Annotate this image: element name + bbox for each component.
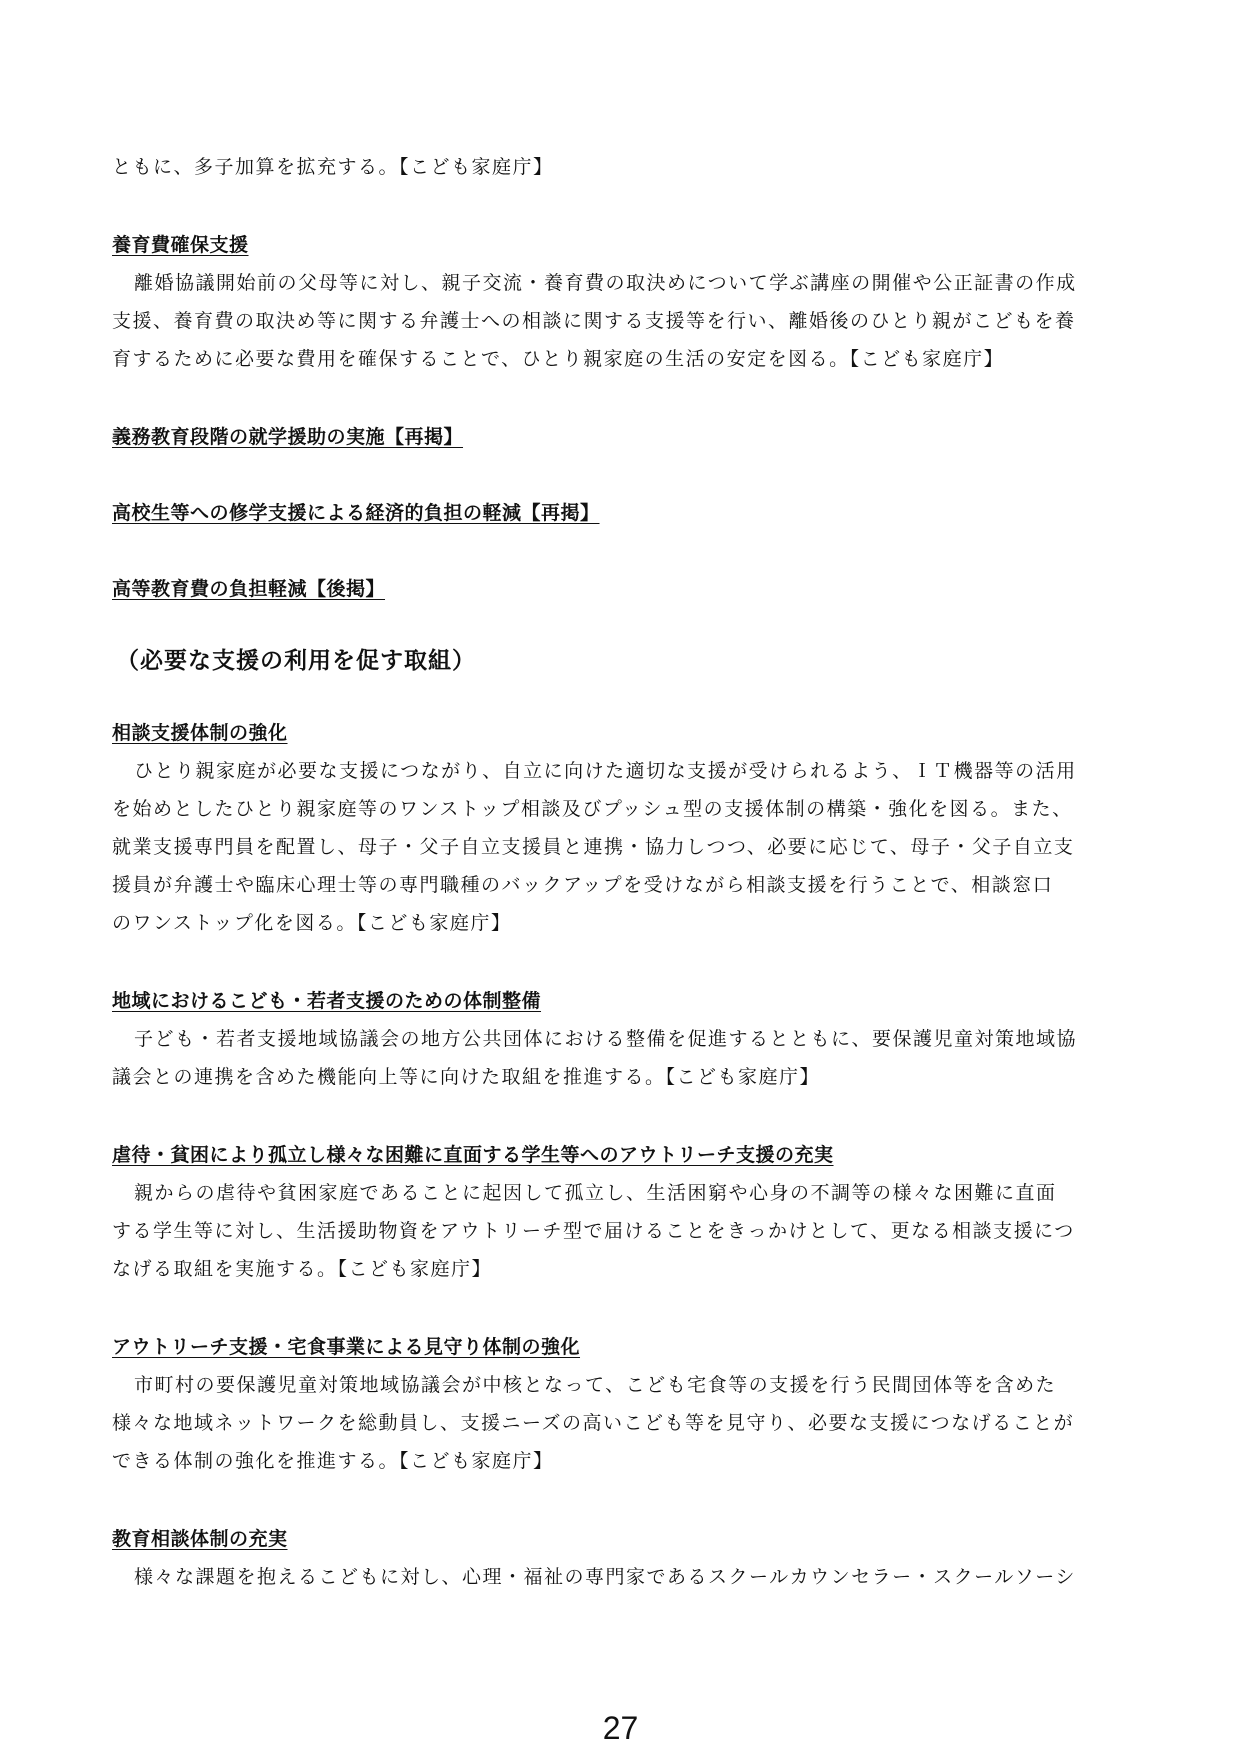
body-line: 議会との連携を含めた機能向上等に向けた取組を推進する。【こども家庭庁】 [112, 1066, 821, 1088]
body-line: 就業支援専門員を配置し、母子・父子自立支援員と連携・協力しつつ、必要に応じて、母子・父子自立支 [112, 836, 1075, 858]
document-body [112, 148, 1132, 1596]
section-heading: 相談支援体制の強化 [112, 722, 288, 744]
body-line: できる体制の強化を推進する。【こども家庭庁】 [112, 1450, 554, 1472]
body-line: する学生等に対し、生活援助物資をアウトリーチ型で届けることをきっかけとして、更なる相談支援につ [112, 1220, 1075, 1242]
body-line: 援員が弁護士や臨床心理士等の専門職種のバックアップを受けながら相談支援を行うことで、相談窓口 [112, 874, 1054, 896]
body-line: ひとり親家庭が必要な支援につながり、自立に向けた適切な支援が受けられるよう、ＩＴ機器等の活用 [134, 760, 1077, 782]
section-heading: 地域におけるこども・若者支援のための体制整備 [112, 990, 542, 1012]
section-heading: アウトリーチ支援・宅食事業による見守り体制の強化 [112, 1336, 581, 1358]
section-heading: 教育相談体制の充実 [112, 1528, 288, 1550]
body-line: なげる取組を実施する。【こども家庭庁】 [112, 1258, 493, 1280]
body-line: 親からの虐待や貧困家庭であることに起因して孤立し、生活困窮や心身の不調等の様々な困難に直面 [134, 1182, 1057, 1204]
section-heading: 虐待・貧困により孤立し様々な困難に直面する学生等へのアウトリーチ支援の充実 [112, 1144, 834, 1166]
body-line: 離婚協議開始前の父母等に対し、親子交流・養育費の取決めについて学ぶ講座の開催や公正証書の作成 [134, 272, 1077, 294]
body-line: のワンストップ化を図る。【こども家庭庁】 [112, 912, 512, 934]
body-line: 様々な地域ネットワークを総動員し、支援ニーズの高いこども等を見守り、必要な支援につなげることが [112, 1412, 1075, 1434]
body-line: 様々な課題を抱えるこどもに対し、心理・福祉の専門家であるスクールカウンセラー・スクールソーシ [134, 1566, 1076, 1588]
body-line: 市町村の要保護児童対策地域協議会が中核となって、こども宅食等の支援を行う民間団体等を含めた [134, 1374, 1057, 1396]
body-line: 子ども・若者支援地域協議会の地方公共団体における整備を促進するとともに、要保護児童対策地域協 [134, 1028, 1078, 1050]
section-heading: 高校生等への修学支援による経済的負担の軽減【再掲】 [112, 502, 600, 524]
body-line: 支援、養育費の取決め等に関する弁護士への相談に関する支援等を行い、離婚後のひとり親がこどもを養 [112, 310, 1076, 332]
body-line: 育するために必要な費用を確保することで、ひとり親家庭の生活の安定を図る。【こども家庭庁】 [112, 348, 1005, 370]
body-line: を始めとしたひとり親家庭等のワンストップ相談及びプッシュ型の支援体制の構築・強化を図る。また、 [112, 798, 1073, 820]
page-number: 27 [602, 1710, 639, 1746]
section-heading: 養育費確保支援 [112, 234, 249, 256]
subsection-title: （必要な支援の利用を促す取組） [116, 648, 476, 674]
section-heading: 義務教育段階の就学援助の実施【再掲】 [112, 426, 464, 448]
intro-line: ともに、多子加算を拡充する。【こども家庭庁】 [112, 156, 554, 178]
section-heading: 高等教育費の負担軽減【後掲】 [112, 578, 386, 600]
